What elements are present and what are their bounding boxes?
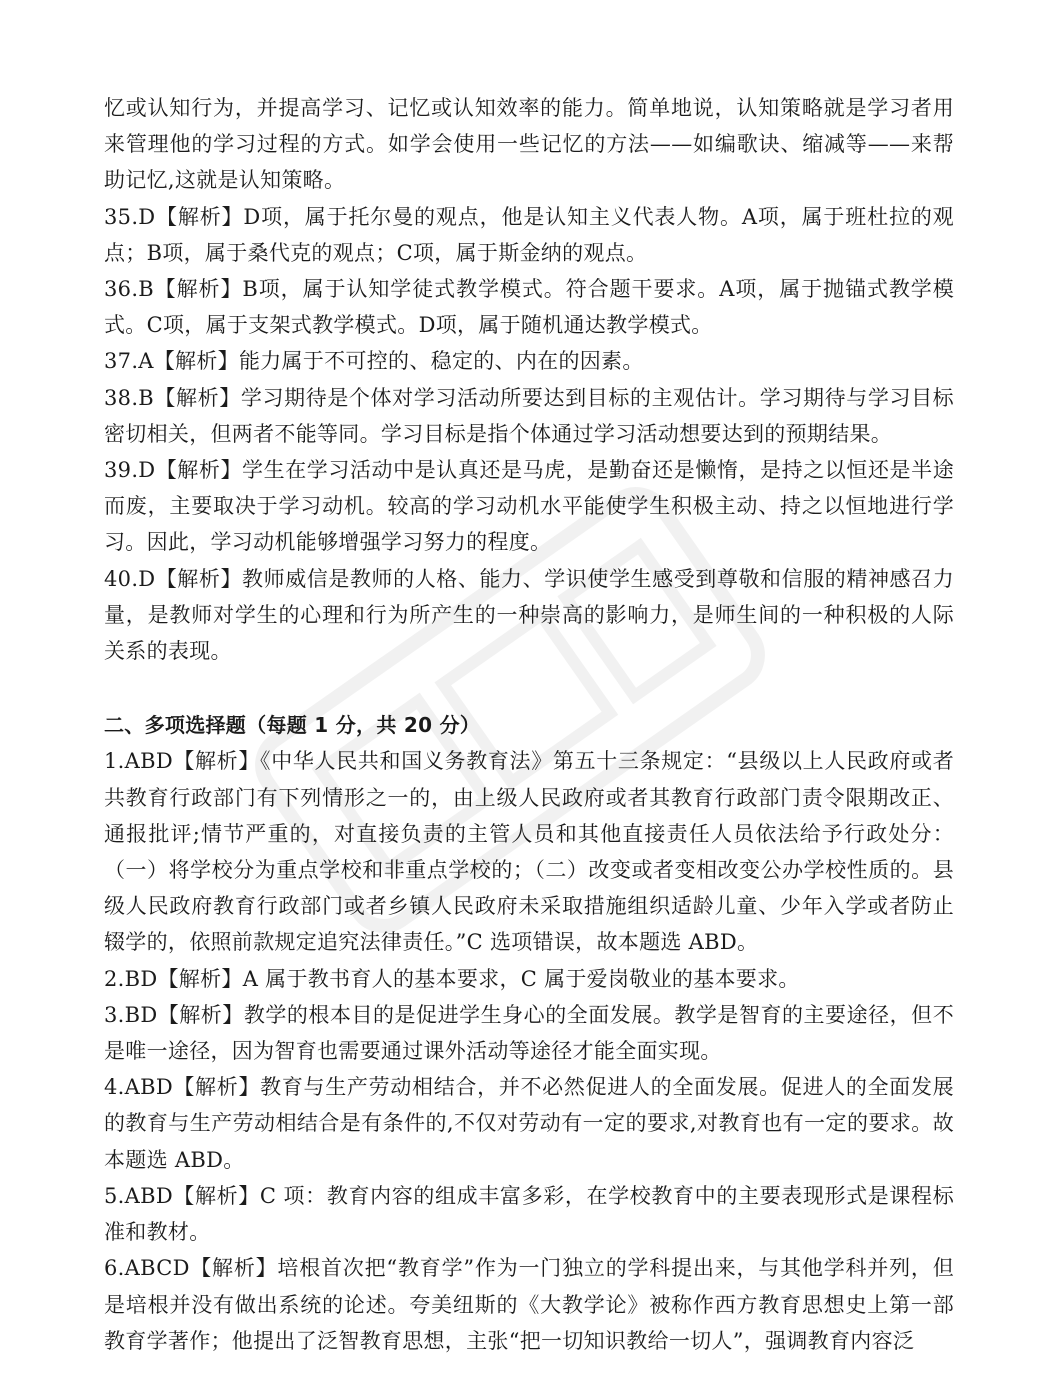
document-body — [104, 90, 954, 1359]
answer-paragraph: 3.BD【解析】教学的根本目的是促进学生身心的全面发展。教学是智育的主要途径，但不是唯一途径，因为智育也需要通过课外活动等途径才能全面实现。 — [104, 1002, 954, 1064]
answer-paragraph: 39.D【解析】学生在学习活动中是认真还是马虎，是勤奋还是懒惰，是持之以恒还是半途而废，主要取决于学习动机。较高的学习动机水平能使学生积极主动、持之以恒地进行学习。因此，学习动机能够增强学习努力的程度。 — [104, 458, 954, 555]
answer-paragraph: 6.ABCD【解析】培根首次把“教育学”作为一门独立的学科提出来，与其他学科并列，但是培根并没有做出系统的论述。夸美纽斯的《大教学论》被称作西方教育思想史上第一部教育学著作；他提出了泛智教育思想，主张“把一切知识教给一切人”，强调教育内容泛 — [104, 1256, 954, 1353]
answer-paragraph: 2.BD【解析】A 属于教书育人的基本要求，C 属于爱岗敬业的基本要求。 — [104, 966, 800, 991]
answer-paragraph: 36.B【解析】B项，属于认知学徒式教学模式。符合题干要求。A项，属于抛锚式教学模式。C项，属于支架式教学模式。D项，属于随机通达教学模式。 — [104, 277, 954, 338]
answer-paragraph: 1.ABD【解析】《中华人民共和国义务教育法》第五十三条规定：“县级以上人民政府或者共教育行政部门有下列情形之一的，由上级人民政府或者其教育行政部门责令限期改正、通报批评;情节严重的，对直接负责的主管人员和其他直接责任人员依法给予行政处分：（一）将学校分为重点学校和非重点学校的；（二）改变或者变相改变公办学校性质的。县级人民政府教育行政部门或者乡镇人民政府未采取措施组织适龄儿童、少年入学或者防止辍学的，依照前款规定追究法律责任。”C 选项错误，故本题选 ABD。 — [104, 749, 954, 955]
section-spacer — [104, 669, 954, 707]
answer-paragraph: 37.A【解析】能力属于不可控的、稳定的、内在的因素。 — [104, 349, 644, 374]
answer-paragraph: 忆或认知行为，并提高学习、记忆或认知效率的能力。简单地说，认知策略就是学习者用来管理他的学习过程的方式。如学会使用一些记忆的方法——如编歌诀、缩减等——来帮助记忆,这就是认知策略。 — [104, 96, 954, 193]
answer-paragraph: 40.D【解析】教师威信是教师的人格、能力、学识使学生感受到尊敬和信服的精神感召力量，是教师对学生的心理和行为所产生的一种崇高的影响力，是师生间的一种积极的人际关系的表现。 — [104, 566, 954, 664]
answer-paragraph: 5.ABD【解析】C 项：教育内容的组成丰富多彩，在学校教育中的主要表现形式是课程标准和教材。 — [104, 1183, 954, 1245]
section-heading: 二、多项选择题（每题 1 分，共 20 分） — [104, 713, 481, 738]
answer-paragraph: 4.ABD【解析】教育与生产劳动相结合，并不必然促进人的全面发展。促进人的全面发展的教育与生产劳动相结合是有条件的,不仅对劳动有一定的要求,对教育也有一定的要求。故本题选 ABD。 — [104, 1075, 954, 1172]
answer-paragraph: 35.D【解析】D项，属于托尔曼的观点，他是认知主义代表人物。A项，属于班杜拉的观点；B项，属于桑代克的观点；C项，属于斯金纳的观点。 — [104, 204, 954, 265]
answer-paragraph: 38.B【解析】学习期待是个体对学习活动所要达到目标的主观估计。学习期待与学习目标密切相关，但两者不能等同。学习目标是指个体通过学习活动想要达到的预期结果。 — [104, 385, 954, 446]
